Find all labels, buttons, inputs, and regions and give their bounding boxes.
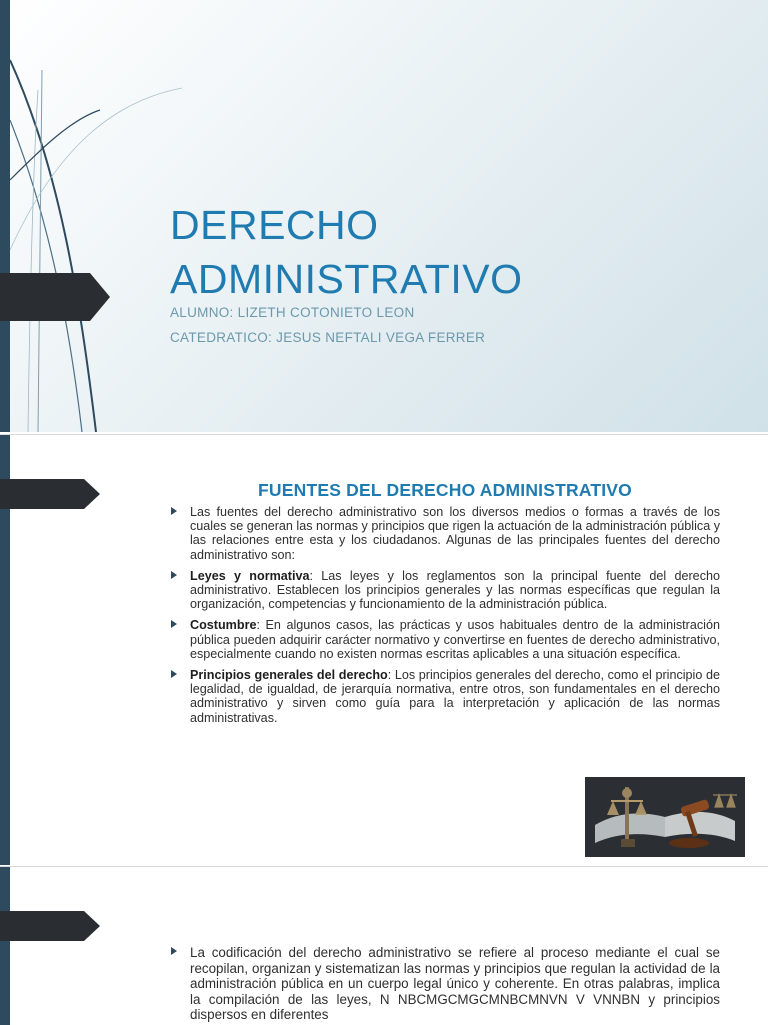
arrow-tab-decoration [0, 273, 110, 321]
bullet-arrow-icon [171, 507, 177, 515]
list-item [170, 618, 720, 661]
title-line-2: ADMINISTRATIVO [170, 256, 523, 302]
justice-gavel-image [585, 777, 745, 857]
bullet-lead: Principios generales del derecho [190, 668, 388, 683]
bullet-text: : Las leyes y los reglamentos son la principal fuente del derecho administrativo. Establecen los principios generales y las normas específicas que regulan la organización, competencias y funcionamiento de la administración pública. [190, 568, 720, 612]
bullet-arrow-icon [171, 947, 177, 955]
list-item [170, 945, 720, 1023]
list-item [170, 505, 720, 562]
bullet-arrow-icon [171, 620, 177, 628]
bullet-text: Las fuentes del derecho administrativo son los diversos medios o formas a través de los cuales se generan las normas y principios que rigen la actuación de la administración pública y las relaciones entre esta y los ciudadanos. Algunas de las principales fuentes del derecho administrativo son: [190, 505, 720, 562]
slide-title: FUENTES DEL DERECHO ADMINISTRATIVO [258, 480, 632, 500]
codification-slide [0, 866, 768, 1025]
presentation-title [170, 198, 730, 306]
bullet-arrow-icon [171, 571, 177, 579]
arrow-tab-decoration [0, 479, 110, 527]
list-item [170, 668, 720, 725]
bullet-lead: Costumbre [190, 618, 257, 633]
bullet-text: La codificación del derecho administrativo se refiere al proceso mediante el cual se recopilan, organizan y sistematizan las normas y principios que regulan la actividad de la administración pública en un cuerpo legal único y coherente. En otras palabras, implica la compilación de las leyes, N NBCMGCMGCMNBCMNVN V VNNBN y principios dispersos en diferentes [190, 945, 720, 1022]
arrow-tab-decoration [0, 911, 110, 959]
bullet-text: : En algunos casos, las prácticas y usos habituales dentro de la administración pública pueden adquirir carácter normativo y convertirse en fuentes de derecho administrativo, especialmente cuando no existen normas escritas aplicables a una situación específica. [190, 618, 720, 661]
sources-bullet-list [170, 505, 720, 732]
bullet-lead: Leyes y normativa [190, 568, 310, 583]
bullet-text: : Los principios generales del derecho, como el principio de legalidad, de igualdad, de jerarquía normativa, entre otros, son fundamentales en el derecho administrativo y sirven como guía para la interpretación y aplicación de las normas administrativas. [190, 668, 720, 725]
list-item [170, 569, 720, 612]
title-line-1: DERECHO [170, 202, 379, 248]
title-slide [0, 0, 768, 432]
teacher-name: CATEDRATICO: JESUS NEFTALI VEGA FERRER [170, 330, 486, 345]
codification-bullet-list [170, 945, 720, 1025]
student-name: ALUMNO: LIZETH COTONIETO LEON [170, 305, 415, 320]
bullet-arrow-icon [171, 670, 177, 678]
sources-slide [0, 434, 768, 865]
left-accent-bar [0, 0, 10, 432]
